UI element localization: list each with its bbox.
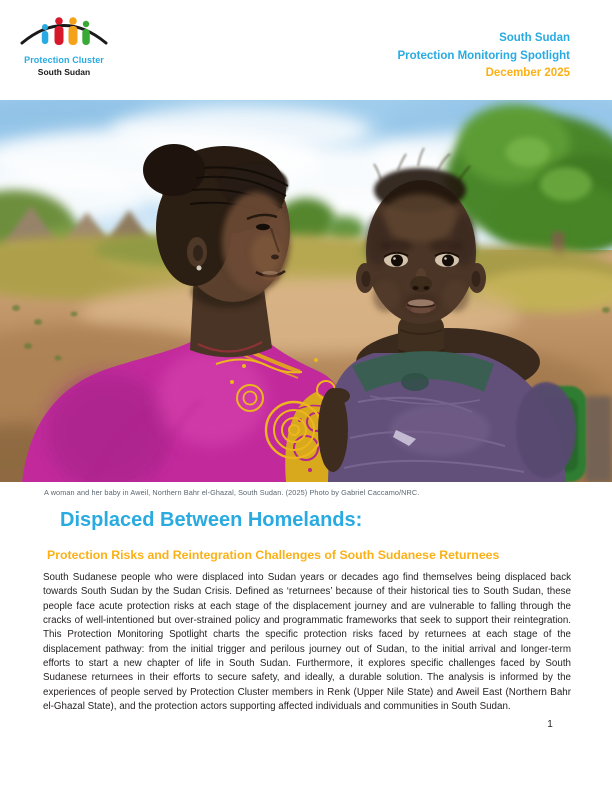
article-subheading: Protection Risks and Reintegration Challenges of South Sudanese Returnees [47,548,500,562]
document-title-block [398,30,570,83]
protection-cluster-arc-figures-icon [18,10,110,54]
document-title-line3: December 2025 [485,67,570,79]
article-body: South Sudanese people who were displaced into Sudan years or decades ago find themselves being displaced back towards South Sudan by the Sudan Crisis. Defined as ‘returnees’ because of their historical ties to South Sudan, these people face acute protection risks at each stage of the displacement journey and are vulnerable to falling through the cracks of well-intentioned but over-strained policy and programmatic frameworks that seek to support their reintegration. This Protection Monitoring Spotlight charts the specific protection risks faced by returnees at each stage of the displacement pathway: from the initial trigger and perilous journey out of Sudan, to the initial arrival and longer-term efforts to start a new chapter of life in South Sudan. Furthermore, it explores specific challenges faced by South Sudanese returnees in their efforts to secure safety, and ideally, a durable solution. The analysis is informed by the experiences of people served by Protection Cluster members in Renk (Upper Nile State) and Aweil East (Northern Bahr el-Ghazal State), and the protection actors supporting affected individuals and communities in South Sudan. [43,572,571,713]
document-title-line2: Protection Monitoring Spotlight [397,49,570,62]
photo-caption: A woman and her baby in Aweil, Northern Bahr el-Ghazal, South Sudan. (2025) Photo by Gabriel Caccamo/NRC. [44,488,420,497]
logo-subtitle: South Sudan [37,67,91,77]
article-heading: Displaced Between Homelands: [60,509,363,531]
hero-photo-illustration [0,100,612,482]
protection-cluster-logo [14,10,114,77]
page-number: 1 [547,719,553,730]
document-title-line1: South Sudan [499,32,570,44]
hero-photo [0,100,612,482]
logo-title: Protection Cluster [24,55,104,65]
